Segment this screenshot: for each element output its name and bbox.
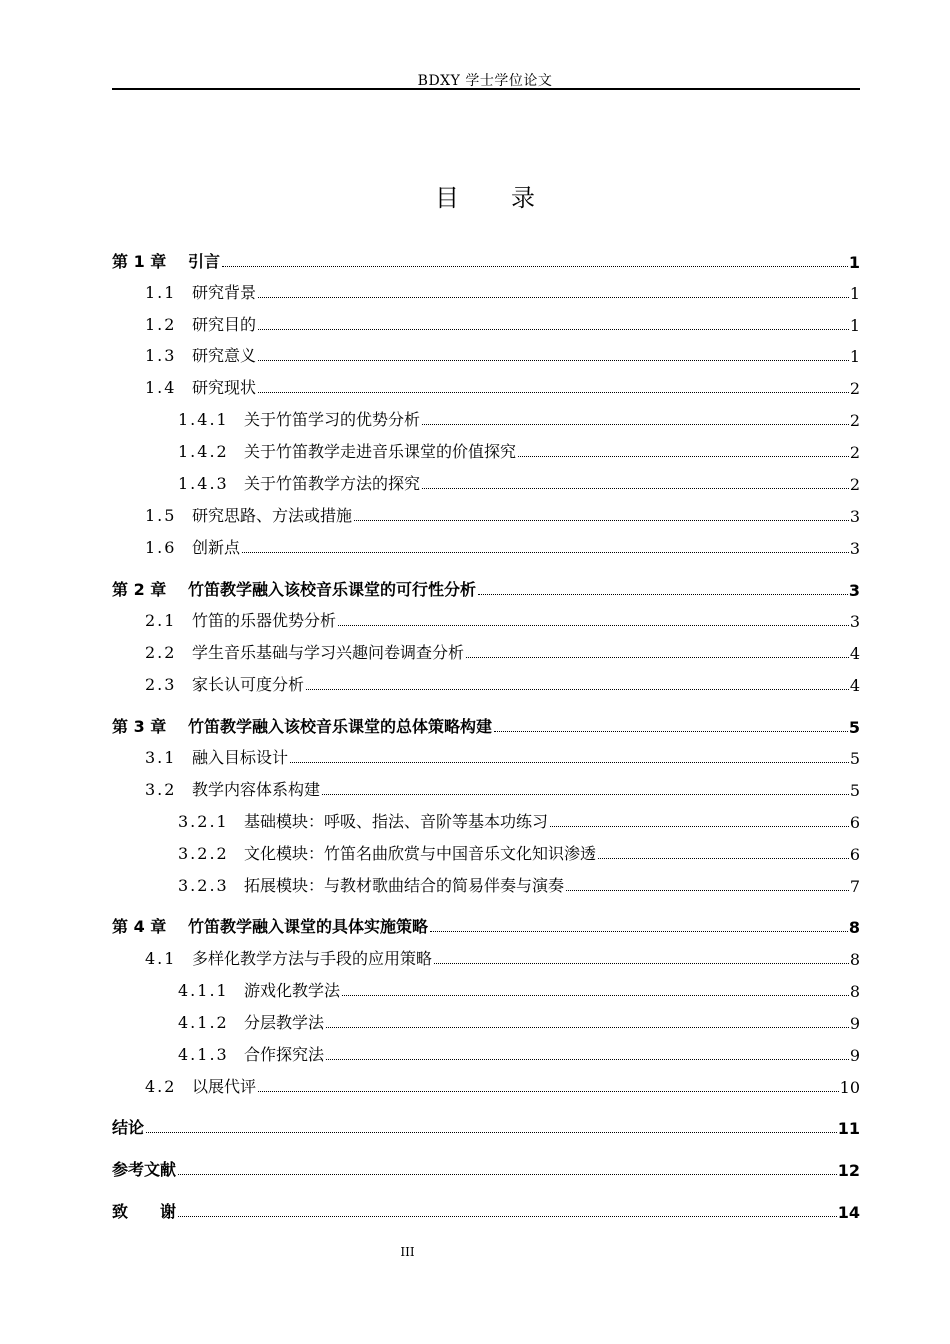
toc-entry-title: 研究现状 xyxy=(192,378,257,397)
toc-entry-label xyxy=(145,343,257,366)
toc-entry-page: 4 xyxy=(849,644,860,663)
toc-entry[interactable] xyxy=(178,472,860,494)
toc-entry[interactable] xyxy=(178,440,860,462)
toc-entry-title: 家长认可度分析 xyxy=(192,675,305,694)
header-rule xyxy=(112,88,860,90)
toc-entry[interactable] xyxy=(112,1200,860,1222)
toc-entry-number: 3.1 xyxy=(145,748,177,767)
toc-entry[interactable] xyxy=(178,1011,860,1033)
toc-entry-page: 5 xyxy=(849,781,860,800)
toc-entry-number: 3.2 xyxy=(145,780,177,799)
toc-entry-label xyxy=(145,375,257,398)
dot-leader xyxy=(178,1216,837,1217)
toc-entry[interactable] xyxy=(112,915,860,937)
toc-entry[interactable] xyxy=(145,376,860,398)
dot-leader xyxy=(466,657,849,658)
toc-entry-title: 分层教学法 xyxy=(244,1013,325,1032)
toc-entry[interactable] xyxy=(145,641,860,663)
toc-entry[interactable] xyxy=(178,979,860,1001)
toc-entry-title: 研究意义 xyxy=(192,346,257,365)
toc-entry-page: 1 xyxy=(849,284,860,303)
toc-entry[interactable] xyxy=(145,778,860,800)
toc-entry-number: 4.2 xyxy=(145,1077,177,1096)
toc-entry-page: 9 xyxy=(849,1014,860,1033)
dot-leader xyxy=(258,329,849,330)
toc-entry[interactable] xyxy=(178,1043,860,1065)
toc-entry[interactable] xyxy=(112,715,860,737)
toc-entry[interactable] xyxy=(145,313,860,335)
dot-leader xyxy=(326,1059,849,1060)
toc-entry-page: 3 xyxy=(849,507,860,526)
toc-entry-title: 致 谢 xyxy=(112,1202,177,1221)
dot-leader xyxy=(322,794,849,795)
toc-entry-number: 2.1 xyxy=(145,611,177,630)
toc-entry-label xyxy=(178,471,421,494)
toc-entry-title: 竹笛教学融入该校音乐课堂的总体策略构建 xyxy=(188,717,493,736)
toc-entry-label xyxy=(112,1157,177,1180)
dot-leader xyxy=(478,594,848,595)
dot-leader xyxy=(258,360,849,361)
toc-entry-page: 8 xyxy=(849,982,860,1001)
toc-entry[interactable] xyxy=(178,874,860,896)
toc-entry-page: 11 xyxy=(837,1119,860,1138)
toc-entry-label xyxy=(145,946,433,969)
toc-entry-page: 6 xyxy=(849,813,860,832)
dot-leader xyxy=(326,1027,849,1028)
toc-entry-page: 3 xyxy=(848,581,860,600)
toc-entry[interactable] xyxy=(178,810,860,832)
toc-entry[interactable] xyxy=(145,609,860,631)
running-header: BDXY 学士学位论文 xyxy=(417,73,553,89)
toc-entry-label xyxy=(178,407,421,430)
dot-leader xyxy=(550,826,849,827)
dot-leader xyxy=(258,297,849,298)
toc-entry-title: 引言 xyxy=(188,252,221,271)
toc-entry-label xyxy=(178,1042,325,1065)
toc-entry[interactable] xyxy=(112,250,860,272)
toc-entry[interactable] xyxy=(145,536,860,558)
toc-entry-title: 关于竹笛教学方法的探究 xyxy=(244,474,421,493)
toc-entry-number: 2.3 xyxy=(145,675,177,694)
toc-entry-number: 1.1 xyxy=(145,283,177,302)
toc-entry-page: 8 xyxy=(848,918,860,937)
toc-entry[interactable] xyxy=(112,1116,860,1138)
toc-entry-title: 研究目的 xyxy=(192,315,257,334)
toc-entry-page: 6 xyxy=(849,845,860,864)
toc-entry-label xyxy=(112,1115,145,1138)
dot-leader xyxy=(566,890,849,891)
dot-leader xyxy=(518,456,849,457)
toc-entry-label xyxy=(178,809,549,832)
toc-entry-title: 竹笛教学融入课堂的具体实施策略 xyxy=(188,917,429,936)
toc-entry-title: 学生音乐基础与学习兴趣问卷调查分析 xyxy=(192,643,465,662)
toc-entry-page: 8 xyxy=(849,950,860,969)
dot-leader xyxy=(494,731,848,732)
toc-entry-title: 参考文献 xyxy=(112,1160,177,1179)
toc-entry-label xyxy=(178,1010,325,1033)
toc-entry[interactable] xyxy=(145,504,860,526)
dot-leader xyxy=(222,266,848,267)
toc-entry-title: 竹笛的乐器优势分析 xyxy=(192,611,337,630)
toc-entry-label xyxy=(145,1074,257,1097)
dot-leader xyxy=(290,762,849,763)
toc-entry-label xyxy=(145,503,353,526)
toc-entry[interactable] xyxy=(145,673,860,695)
toc-entry-label xyxy=(145,608,337,631)
toc-entry-title: 文化模块：竹笛名曲欣赏与中国音乐文化知识渗透 xyxy=(244,844,597,863)
toc-entry-number: 4.1.3 xyxy=(178,1045,229,1064)
toc-entry-number: 3.2.1 xyxy=(178,812,229,831)
toc-entry-title: 研究背景 xyxy=(192,283,257,302)
toc-entry-label xyxy=(178,873,565,896)
toc-entry-page: 14 xyxy=(837,1203,860,1222)
toc-entry-title: 基础模块：呼吸、指法、音阶等基本功练习 xyxy=(244,812,549,831)
toc-entry-label xyxy=(145,535,241,558)
toc-entry-number: 1.4.3 xyxy=(178,474,229,493)
toc-entry[interactable] xyxy=(145,281,860,303)
toc-entry-number: 1.3 xyxy=(145,346,177,365)
dot-leader xyxy=(430,931,848,932)
dot-leader xyxy=(354,520,849,521)
toc-entry-label xyxy=(145,312,257,335)
toc-entry[interactable] xyxy=(145,746,860,768)
toc-entry-title: 以展代评 xyxy=(192,1077,257,1096)
toc-title: 目录 xyxy=(435,184,587,212)
toc-entry-page: 10 xyxy=(839,1078,860,1097)
toc-entry-title: 研究思路、方法或措施 xyxy=(192,506,353,525)
toc-entry-label xyxy=(112,1199,177,1222)
toc-entry[interactable] xyxy=(178,842,860,864)
dot-leader xyxy=(178,1174,837,1175)
toc-entry-label xyxy=(178,841,597,864)
dot-leader xyxy=(434,963,849,964)
toc-entry-title: 拓展模块：与教材歌曲结合的简易伴奏与演奏 xyxy=(244,876,565,895)
toc-entry-page: 3 xyxy=(849,612,860,631)
dot-leader xyxy=(338,625,849,626)
toc-entry-page: 1 xyxy=(849,316,860,335)
dot-leader xyxy=(598,858,849,859)
toc-entry-title: 合作探究法 xyxy=(244,1045,325,1064)
toc-entry-label xyxy=(145,280,257,303)
toc-entry[interactable] xyxy=(112,578,860,600)
toc-entry-page: 1 xyxy=(849,347,860,366)
toc-entry[interactable] xyxy=(145,1075,860,1097)
dot-leader xyxy=(146,1132,837,1133)
toc-entry-page: 7 xyxy=(849,877,860,896)
page-number: III xyxy=(400,1245,415,1259)
toc-entry[interactable] xyxy=(145,344,860,366)
toc-entry-title: 竹笛教学融入该校音乐课堂的可行性分析 xyxy=(188,580,477,599)
toc-entry-page: 2 xyxy=(849,443,860,462)
dot-leader xyxy=(306,689,849,690)
toc-entry-title: 多样化教学方法与手段的应用策略 xyxy=(192,949,433,968)
dot-leader xyxy=(342,995,849,996)
toc-entry-number: 4.1.2 xyxy=(178,1013,229,1032)
toc-entry-label xyxy=(112,714,493,737)
toc-entry-number: 1.4 xyxy=(145,378,177,397)
toc-entry-page: 2 xyxy=(849,411,860,430)
dot-leader xyxy=(258,392,849,393)
toc-entry-number: 第 2 章 xyxy=(112,580,167,599)
toc-entry-title: 游戏化教学法 xyxy=(244,981,341,1000)
toc-entry-page: 3 xyxy=(849,539,860,558)
dot-leader xyxy=(242,552,849,553)
toc-entry-page: 2 xyxy=(849,379,860,398)
toc-entry[interactable] xyxy=(178,408,860,430)
toc-entry-number: 4.1.1 xyxy=(178,981,229,1000)
toc-entry-label xyxy=(112,914,429,937)
dot-leader xyxy=(258,1091,839,1092)
toc-entry-number: 3.2.2 xyxy=(178,844,229,863)
toc-entry-page: 1 xyxy=(848,253,860,272)
toc-entry-title: 融入目标设计 xyxy=(192,748,289,767)
toc-entry-page: 4 xyxy=(849,676,860,695)
toc-entry-label xyxy=(178,439,517,462)
toc-entry-label xyxy=(112,249,221,272)
toc-entry-label xyxy=(145,777,321,800)
toc-entry-page: 9 xyxy=(849,1046,860,1065)
toc-entry-number: 第 4 章 xyxy=(112,917,167,936)
toc-entry-title: 教学内容体系构建 xyxy=(192,780,321,799)
toc-entry-number: 2.2 xyxy=(145,643,177,662)
toc-entry-title: 结论 xyxy=(112,1118,145,1137)
toc-entry-page: 12 xyxy=(837,1161,860,1180)
toc-entry-label xyxy=(145,640,465,663)
toc-entry-number: 4.1 xyxy=(145,949,177,968)
toc-entry-label xyxy=(178,978,341,1001)
toc-entry-title: 关于竹笛学习的优势分析 xyxy=(244,410,421,429)
dot-leader xyxy=(422,488,849,489)
toc-entry-number: 1.6 xyxy=(145,538,177,557)
toc-entry-label xyxy=(145,745,289,768)
toc-entry-number: 1.4.2 xyxy=(178,442,229,461)
toc-entry[interactable] xyxy=(145,947,860,969)
toc-entry-title: 创新点 xyxy=(192,538,241,557)
toc-entry-page: 5 xyxy=(848,718,860,737)
toc-entry-number: 第 1 章 xyxy=(112,252,167,271)
toc-entry-page: 2 xyxy=(849,475,860,494)
toc-entry[interactable] xyxy=(112,1158,860,1180)
toc-entry-number: 3.2.3 xyxy=(178,876,229,895)
toc-entry-number: 1.5 xyxy=(145,506,177,525)
toc-entry-label xyxy=(145,672,305,695)
toc-entry-number: 1.4.1 xyxy=(178,410,229,429)
toc-entry-label xyxy=(112,577,477,600)
dot-leader xyxy=(422,424,849,425)
toc-entry-number: 第 3 章 xyxy=(112,717,167,736)
toc-entry-page: 5 xyxy=(849,749,860,768)
toc-entry-number: 1.2 xyxy=(145,315,177,334)
toc-entry-title: 关于竹笛教学走进音乐课堂的价值探究 xyxy=(244,442,517,461)
